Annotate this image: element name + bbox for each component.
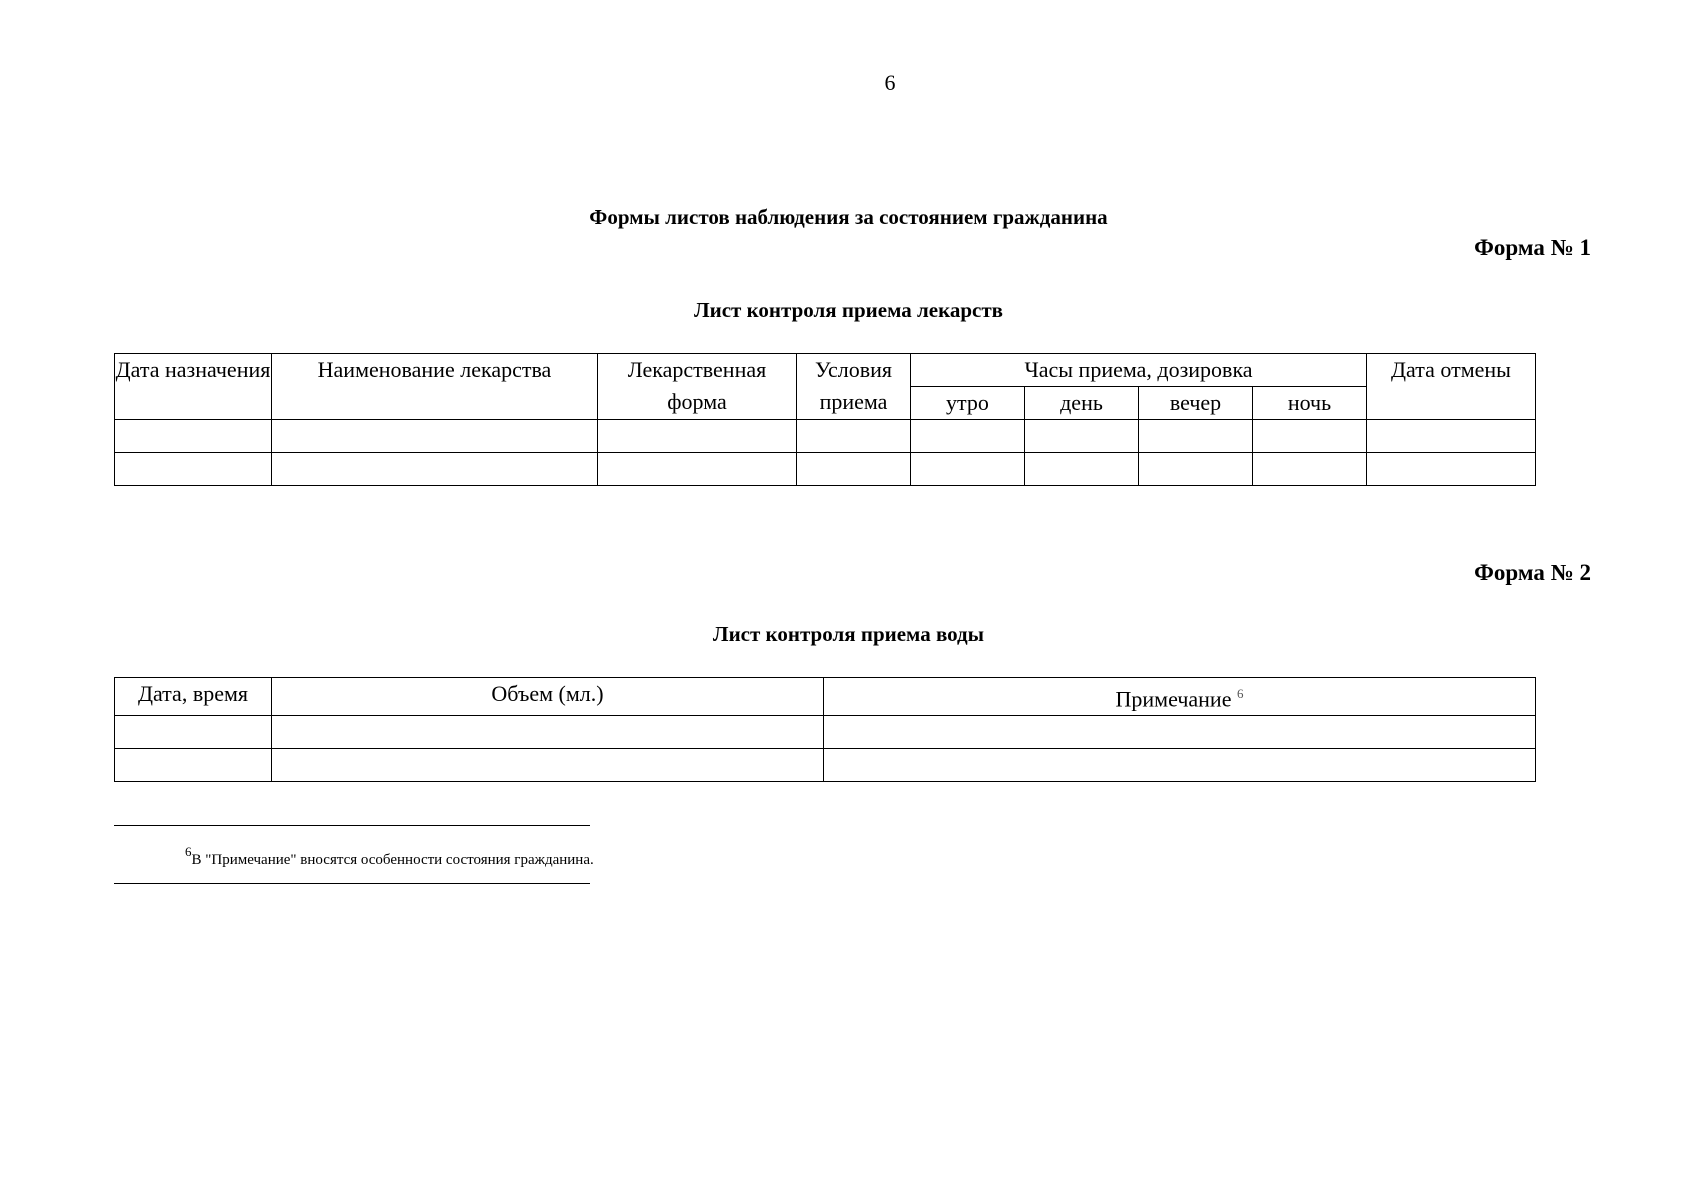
table-cell[interactable] (1367, 420, 1536, 453)
header-date-assigned: Дата назначения (115, 354, 272, 420)
table-cell[interactable] (115, 716, 272, 749)
table-row (115, 420, 1536, 453)
header-volume: Объем (мл.) (272, 678, 824, 716)
page-number: 6 (884, 70, 896, 95)
table-cell[interactable] (1139, 453, 1253, 486)
table-cell[interactable] (1025, 453, 1139, 486)
medication-control-table (114, 353, 1536, 486)
footnote-text: В "Примечание" вносятся особенности состояния гражданина. (191, 852, 594, 868)
table-cell[interactable] (1253, 453, 1367, 486)
header-drug-name: Наименование лекарства (272, 354, 598, 420)
water-control-table (114, 677, 1536, 782)
table-cell[interactable] (1025, 420, 1139, 453)
header-day: день (1025, 387, 1139, 420)
form2-title: Лист контроля приема воды (712, 622, 985, 646)
header-evening: вечер (1139, 387, 1253, 420)
table-cell[interactable] (824, 716, 1536, 749)
table-cell[interactable] (272, 420, 598, 453)
table-row (115, 453, 1536, 486)
table-cell[interactable] (115, 420, 272, 453)
table-cell[interactable] (797, 420, 911, 453)
table-cell[interactable] (1367, 453, 1536, 486)
header-dosage-form: Лекарственная форма (598, 354, 797, 420)
table-cell[interactable] (598, 420, 797, 453)
form1-label: Форма № 1 (1474, 235, 1591, 260)
footnote-reference[interactable]: 6 (1236, 686, 1244, 701)
form2-label: Форма № 2 (1474, 560, 1591, 585)
form1-title: Лист контроля приема лекарств (693, 298, 1004, 322)
table-cell[interactable] (824, 749, 1536, 782)
table-cell[interactable] (1139, 420, 1253, 453)
table-cell[interactable] (272, 749, 824, 782)
footnote-mark: 6 (185, 844, 192, 859)
header-datetime: Дата, время (115, 678, 272, 716)
header-night: ночь (1253, 387, 1367, 420)
table-row (115, 716, 1536, 749)
table-cell[interactable] (911, 453, 1025, 486)
header-morning: утро (911, 387, 1025, 420)
header-note (824, 678, 1536, 716)
table-cell[interactable] (115, 453, 272, 486)
header-hours-dosage: Часы приема, дозировка (911, 354, 1367, 387)
footnote-divider-bottom (114, 883, 590, 884)
footnote-divider-top (114, 825, 590, 826)
table-cell[interactable] (115, 749, 272, 782)
document-title: Формы листов наблюдения за состоянием гражданина (589, 205, 1108, 229)
table-row (115, 749, 1536, 782)
header-note-label: Примечание (1115, 686, 1232, 712)
table-cell[interactable] (598, 453, 797, 486)
table-cell[interactable] (1253, 420, 1367, 453)
footnote (185, 846, 594, 869)
header-conditions: Условия приема (797, 354, 911, 420)
table-cell[interactable] (797, 453, 911, 486)
table-cell[interactable] (272, 453, 598, 486)
table-cell[interactable] (272, 716, 824, 749)
table-cell[interactable] (911, 420, 1025, 453)
header-cancel-date: Дата отмены (1367, 354, 1536, 420)
